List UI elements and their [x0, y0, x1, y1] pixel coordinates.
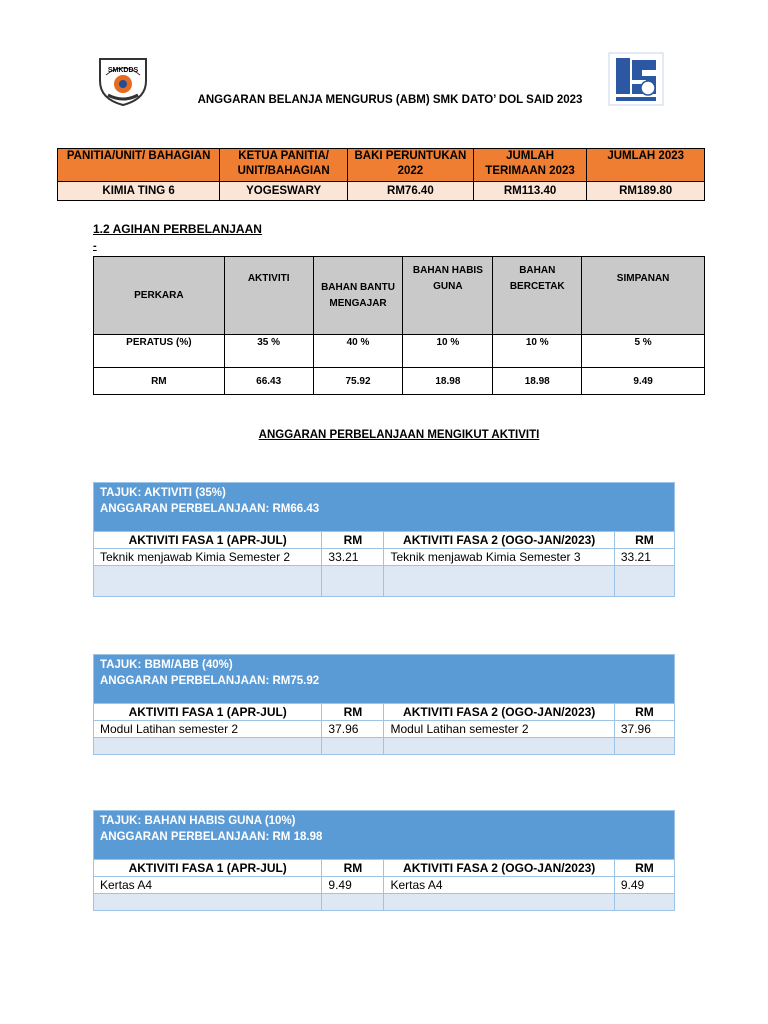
activity-cell: 33.21 — [614, 549, 674, 566]
empty-row — [94, 894, 675, 911]
allocation-cell: RM — [94, 368, 225, 395]
summary-cell: RM189.80 — [587, 182, 705, 201]
summary-data-row — [58, 182, 705, 201]
summary-header-row — [58, 149, 705, 182]
activity-column-headers — [94, 704, 675, 721]
empty-row — [94, 566, 675, 597]
column-header: RM — [614, 532, 674, 549]
activity-title: TAJUK: AKTIVITI (35%) — [100, 487, 226, 499]
activity-cell: Kertas A4 — [94, 877, 322, 894]
column-header: AKTIVITI FASA 2 (OGO-JAN/2023) — [384, 704, 614, 721]
column-header: AKTIVITI FASA 2 (OGO-JAN/2023) — [384, 860, 614, 877]
table-row — [94, 721, 675, 738]
allocation-cell: 66.43 — [224, 368, 313, 395]
empty-cell — [614, 738, 674, 755]
column-header: AKTIVITI FASA 1 (APR-JUL) — [94, 704, 322, 721]
summary-table — [57, 148, 705, 201]
activity-cell: Teknik menjawab Kimia Semester 3 — [384, 549, 614, 566]
column-header: RM — [614, 860, 674, 877]
empty-cell — [94, 894, 322, 911]
summary-cell: KIMIA TING 6 — [58, 182, 220, 201]
allocation-header-cell: PERKARA — [94, 257, 225, 335]
column-header: AKTIVITI FASA 1 (APR-JUL) — [94, 532, 322, 549]
activity-budget: ANGGARAN PERBELANJAAN: RM66.43 — [100, 503, 320, 515]
empty-cell — [322, 894, 384, 911]
activity-budget: ANGGARAN PERBELANJAAN: RM75.92 — [100, 675, 320, 687]
table-row — [94, 549, 675, 566]
empty-cell — [614, 894, 674, 911]
empty-cell — [614, 566, 674, 597]
allocation-cell: 35 % — [224, 335, 313, 368]
activity-title-bar — [94, 811, 675, 860]
activity-column-headers — [94, 860, 675, 877]
document-title: ANGGARAN BELANJA MENGURUS (ABM) SMK DATO’ DOL SAID 2023 — [197, 94, 583, 106]
activity-title: TAJUK: BAHAN HABIS GUNA (10%) — [100, 815, 296, 827]
allocation-cell: 75.92 — [313, 368, 403, 395]
summary-cell: RM113.40 — [473, 182, 587, 201]
allocation-cell: 5 % — [582, 335, 705, 368]
allocation-cell: 10 % — [403, 335, 493, 368]
activity-cell: 37.96 — [322, 721, 384, 738]
activity-column-headers — [94, 532, 675, 549]
table-row — [94, 877, 675, 894]
activity-sub-heading: ANGGARAN PERBELANJAAN MENGIKUT AKTIVITI — [258, 429, 540, 441]
allocation-cell: 9.49 — [582, 368, 705, 395]
allocation-cell: 40 % — [313, 335, 403, 368]
column-header: RM — [614, 704, 674, 721]
column-header: AKTIVITI FASA 1 (APR-JUL) — [94, 860, 322, 877]
column-header: AKTIVITI FASA 2 (OGO-JAN/2023) — [384, 532, 614, 549]
summary-header-cell: KETUA PANITIA/ UNIT/BAHAGIAN — [220, 149, 348, 182]
allocation-header-cell: SIMPANAN — [582, 257, 705, 335]
activity-cell: 33.21 — [322, 549, 384, 566]
empty-cell — [384, 894, 614, 911]
empty-cell — [384, 566, 614, 597]
allocation-header-cell: AKTIVITI — [224, 257, 313, 335]
summary-header-cell: PANITIA/UNIT/ BAHAGIAN — [58, 149, 220, 182]
activity-table — [93, 482, 675, 597]
activity-title: TAJUK: BBM/ABB (40%) — [100, 659, 233, 671]
activity-budget: ANGGARAN PERBELANJAAN: RM 18.98 — [100, 831, 323, 843]
activity-cell: 37.96 — [614, 721, 674, 738]
empty-row — [94, 738, 675, 755]
school-crest-icon — [96, 55, 150, 107]
empty-cell — [94, 738, 322, 755]
empty-cell — [322, 566, 384, 597]
empty-cell — [322, 738, 384, 755]
column-header: RM — [322, 860, 384, 877]
empty-cell — [94, 566, 322, 597]
summary-header-cell: BAKI PERUNTUKAN 2022 — [348, 149, 474, 182]
summary-cell: YOGESWARY — [220, 182, 348, 201]
allocation-row — [94, 335, 705, 368]
column-header: RM — [322, 532, 384, 549]
summary-header-cell: JUMLAH TERIMAAN 2023 — [473, 149, 587, 182]
activity-cell: Teknik menjawab Kimia Semester 2 — [94, 549, 322, 566]
allocation-header-row — [94, 257, 705, 335]
empty-cell — [384, 738, 614, 755]
allocation-cell: 10 % — [493, 335, 582, 368]
allocation-cell: 18.98 — [493, 368, 582, 395]
allocation-header-cell: BAHAN BANTU MENGAJAR — [313, 257, 403, 335]
activity-title-bar — [94, 655, 675, 704]
section-dash: - — [93, 240, 97, 252]
activity-cell: Modul Latihan semester 2 — [94, 721, 322, 738]
activity-cell: Modul Latihan semester 2 — [384, 721, 614, 738]
allocation-cell: 18.98 — [403, 368, 493, 395]
allocation-table — [93, 256, 705, 395]
summary-header-cell: JUMLAH 2023 — [587, 149, 705, 182]
activity-title-bar — [94, 483, 675, 532]
column-header: RM — [322, 704, 384, 721]
allocation-row — [94, 368, 705, 395]
allocation-cell: PERATUS (%) — [94, 335, 225, 368]
activity-table — [93, 654, 675, 755]
allocation-header-cell: BAHAN BERCETAK — [493, 257, 582, 335]
summary-cell: RM76.40 — [348, 182, 474, 201]
activity-cell: Kertas A4 — [384, 877, 614, 894]
activity-cell: 9.49 — [614, 877, 674, 894]
activity-table — [93, 810, 675, 911]
activity-cell: 9.49 — [322, 877, 384, 894]
logo-text: SMKDDS — [107, 67, 139, 74]
section-heading: 1.2 AGIHAN PERBELANJAAN — [93, 222, 262, 236]
allocation-header-cell: BAHAN HABIS GUNA — [403, 257, 493, 335]
